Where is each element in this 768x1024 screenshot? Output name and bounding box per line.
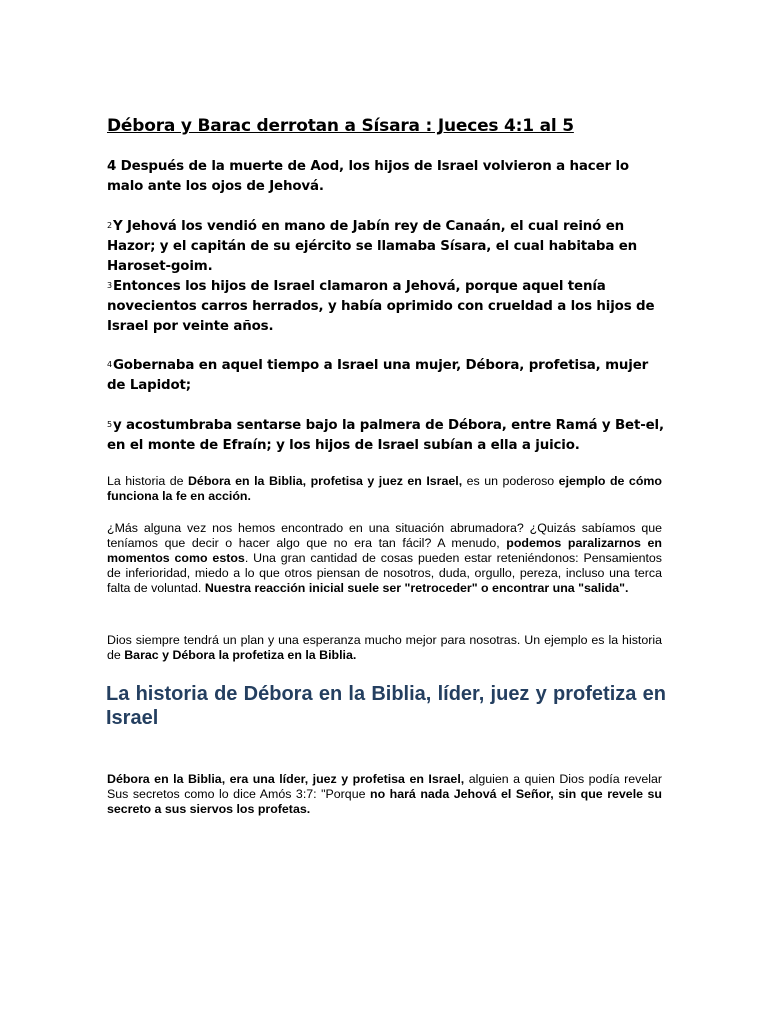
verse-number: 4 [107,360,112,369]
verse-number: 5 [107,420,112,429]
verse-text: y acostumbraba sentarse bajo la palmera de Débora, entre Ramá y Bet-el, en el monte de Efraín; y los hijos de Israel subían a ella a juicio. [107,418,664,453]
paragraph-situations: ¿Más alguna vez nos hemos encontrado en una situación abrumadora? ¿Quizás sabíamos que teníamos que decir o hacer algo que no era tan fácil? A menudo, podemos paralizarnos en momentos como estos. Una gran cantidad de cosas pueden estar reteniéndonos: Pensamientos de inferioridad, miedo a lo que otros piensan de nosotros, duda, orgullo, pereza, incluso una terca falta de voluntad. Nuestra reacción inicial suele ser "retroceder" o encontrar una "salida". [107,521,663,595]
verse-3 [107,277,667,337]
verse-2 [107,217,667,277]
verse-text: Gobernaba en aquel tiempo a Israel una mujer, Débora, profetisa, mujer de Lapidot; [107,358,649,393]
verse-4 [107,356,667,396]
verse-text: Entonces los hijos de Israel clamaron a Jehová, porque aquel tenía novecientos carros herrados, y había oprimido con crueldad a los hijos de Israel por veinte años. [107,279,655,334]
verse-number: 3 [107,281,112,290]
section-heading: La historia de Débora en la Biblia, líder, juez y profetiza en Israel [106,683,666,729]
verse-5 [107,416,667,456]
paragraph-intro: La historia de Débora en la Biblia, profetisa y juez en Israel, es un poderoso ejemplo de cómo funciona la fe en acción. [107,474,662,503]
verse-number: 2 [107,221,112,230]
paragraph-plan: Dios siempre tendrá un plan y una esperanza mucho mejor para nosotras. Un ejemplo es la historia de Barac y Débora la profetiza en la Biblia. [107,633,662,662]
verse-1 [107,157,667,197]
paragraph-debora-leader: Débora en la Biblia, era una líder, juez y profetisa en Israel, alguien a quien Dios podía revelar Sus secretos como lo dice Amós 3:7: "Porque no hará nada Jehová el Señor, sin que revele su secreto a sus siervos los profetas. [107,772,663,816]
verse-text: 4 Después de la muerte de Aod, los hijos de Israel volvieron a hacer lo malo ante los ojos de Jehová. [107,159,629,194]
page-title: Débora y Barac derrotan a Sísara : Jueces 4:1 al 5 [107,116,574,136]
verse-text: Y Jehová los vendió en mano de Jabín rey de Canaán, el cual reinó en Hazor; y el capitán de su ejército se llamaba Sísara, el cual habitaba en Haroset-goim. [107,219,638,274]
